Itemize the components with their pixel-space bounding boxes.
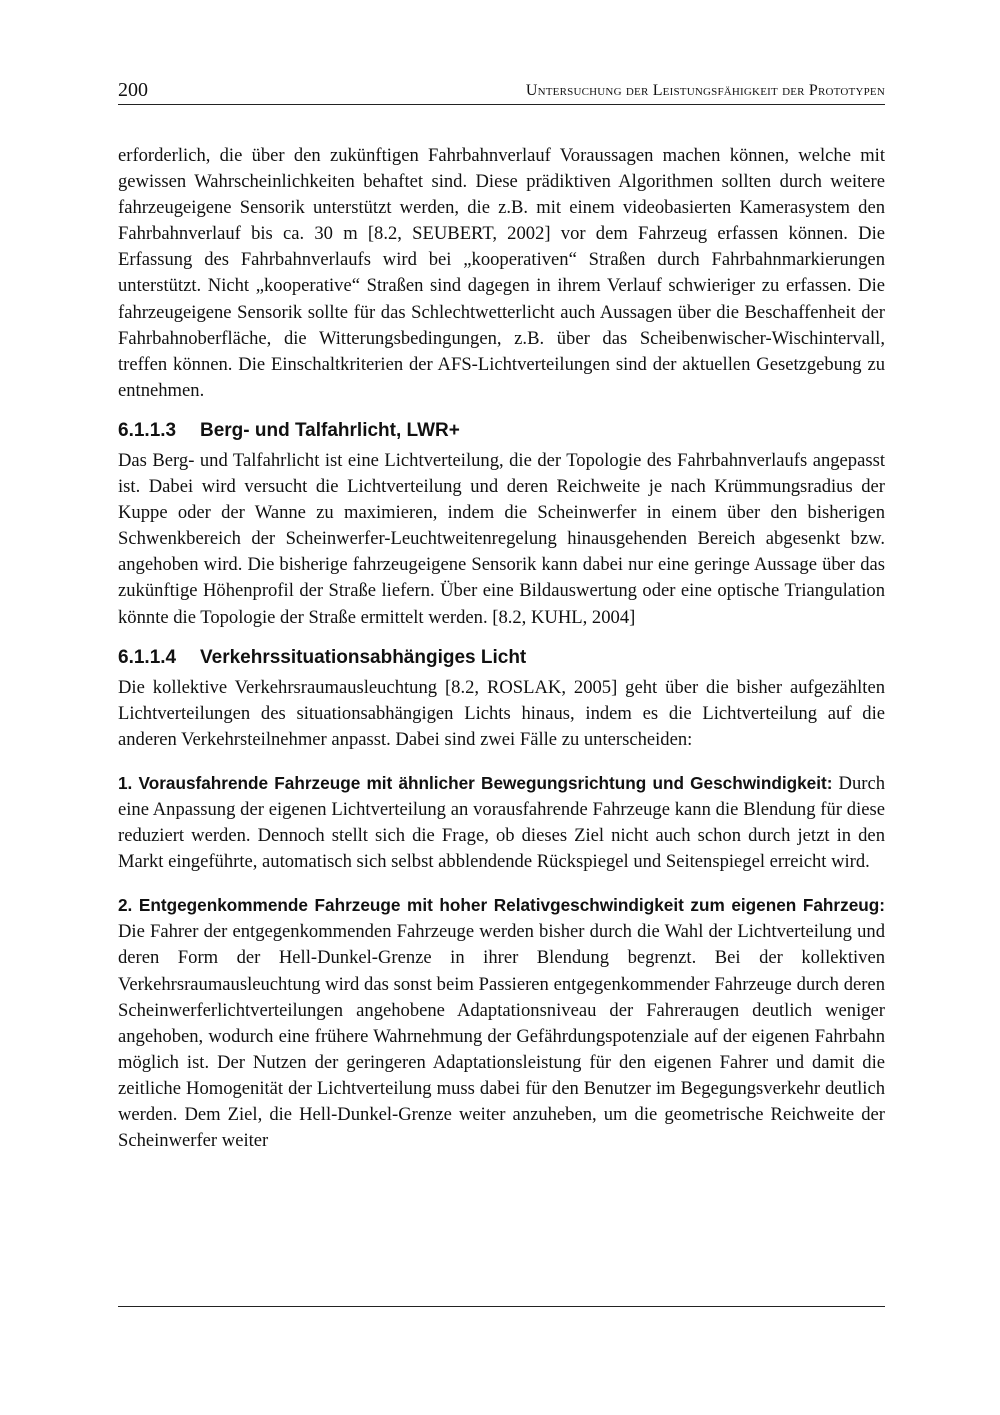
intro-paragraph: erforderlich, die über den zukünftigen Fahrbahnverlauf Voraussagen machen können, welche mit gewissen Wahrscheinlichkeiten behaftet sind. Diese prädiktiven Algorithmen sollten durch weitere fahrzeugeigene Sensorik unterstützt werden, die z.B. mit einem videobasierten Kamerasystem den Fahrbahnverlauf bis ca. 30 m [8.2, SEUBERT, 2002] vor dem Fahrzeug erfassen können. Die Erfassung des Fahrbahnverlaufs wird bei „kooperativen“ Straßen durch Fahrbahnmarkierungen unterstützt. Nicht „kooperative“ Straßen sind dagegen in ihrem Verlauf schwieriger zu erfassen. Die fahrzeugeigene Sensorik sollte für das Schlechtwetterlicht auch Aussagen über die Beschaffenheit der Fahrbahnoberfläche, die Witterungsbedingungen, z.B. über das Scheibenwischer-Wischintervall, treffen können. Die Einschaltkriterien der AFS-Lichtverteilungen sind der aktuellen Gesetzgebung zu entnehmen. bbox=[118, 145, 885, 401]
section-heading-6114 bbox=[118, 645, 885, 671]
section-title: Verkehrssituationsabhängiges Licht bbox=[200, 646, 527, 668]
page-header bbox=[118, 78, 885, 105]
page-content bbox=[118, 143, 885, 1154]
case-2-title: 2. Entgegenkommende Fahrzeuge mit hoher Relativgeschwindigkeit zum eigenen Fahrzeug: bbox=[118, 895, 885, 916]
case-2-text: Die Fahrer der entgegenkommenden Fahrzeuge werden bisher durch die Wahl der Lichtverteilung und deren Form der Hell-Dunkel-Grenze in ihrer Blendung begrenzt. Bei der kollektiven Verkehrsraumausleuchtung wird das sonst beim Passieren entgegenkommender Fahrzeuge durch deren Scheinwerferlichtverteilungen angehobene Adaptationsniveau der Fahreraugen deutlich weniger angehoben, wodurch eine frühere Wahrnehmung der Gefährdungspotenziale auf der eigenen Fahrbahn möglich ist. Der Nutzen der geringeren Adaptationsleistung für den eigenen Fahrer und damit die zeitliche Homogenität der Lichtverteilung muss dabei für den Benutzer im Begegungsverkehr deutlich werden. Dem Ziel, die Hell-Dunkel-Grenze weiter anzuheben, um die geometrische Reichweite der Scheinwerfer weiter bbox=[118, 921, 885, 1152]
section-6114-paragraph: Die kollektive Verkehrsraumausleuchtung [8.2, ROSLAK, 2005] geht über die bisher aufgezählten Lichtverteilungen des situationsabhängigen Lichts hinaus, indem es die Lichtverteilung auf die anderen Verkehrsteilnehmer anpasst. Dabei sind zwei Fälle zu unterscheiden: bbox=[118, 676, 885, 750]
case-1-title: 1. Vorausfahrende Fahrzeuge mit ähnlicher Bewegungsrichtung und Geschwindigkeit: bbox=[118, 772, 833, 793]
section-number: 6.1.1.3 bbox=[118, 419, 177, 441]
case-1-paragraph bbox=[118, 770, 885, 875]
document-page bbox=[118, 0, 885, 1415]
section-number: 6.1.1.4 bbox=[118, 646, 177, 668]
running-title: Untersuchung der Leistungsfähigkeit der Prototypen bbox=[525, 82, 885, 99]
case-2-paragraph bbox=[118, 892, 885, 1154]
section-heading-6113 bbox=[118, 418, 885, 444]
section-6113-paragraph: Das Berg- und Talfahrlicht ist eine Lichtverteilung, die der Topologie des Fahrbahnverlaufs angepasst ist. Dabei wird versucht die Lichtverteilung und deren Reichweite je nach Krümmungsradius der Kuppe oder der Wanne zu maximieren, indem die Scheinwerfer in einem über den bisherigen Schwenkbereich der Scheinwerfer-Leuchtweitenregelung hinausgehenden Bereich abgesenkt bzw. angehoben wird. Die bisherige fahrzeugeigene Sensorik kann dabei nur eine geringe Aussage über das zukünftige Höhenprofil der Straße liefern. Über eine Bildauswertung oder eine optische Triangulation könnte die Topologie der Straße ermittelt werden. [8.2, KUHL, 2004] bbox=[118, 449, 885, 628]
section-title: Berg- und Talfahrlicht, LWR+ bbox=[200, 419, 460, 441]
page-number: 200 bbox=[118, 79, 148, 101]
case-1-text: Durch eine Anpassung der eigenen Lichtverteilung an vorausfahrende Fahrzeuge kann die Blendung für diese reduziert werden. Dennoch stellt sich die Frage, ob dieses Ziel nicht auch schon durch jetzt in den Markt eingeführte, automatisch sich selbst abblendende Rückspiegel und Seitenspiegel erreicht wird. bbox=[118, 772, 885, 873]
footer-rule bbox=[118, 1306, 885, 1307]
